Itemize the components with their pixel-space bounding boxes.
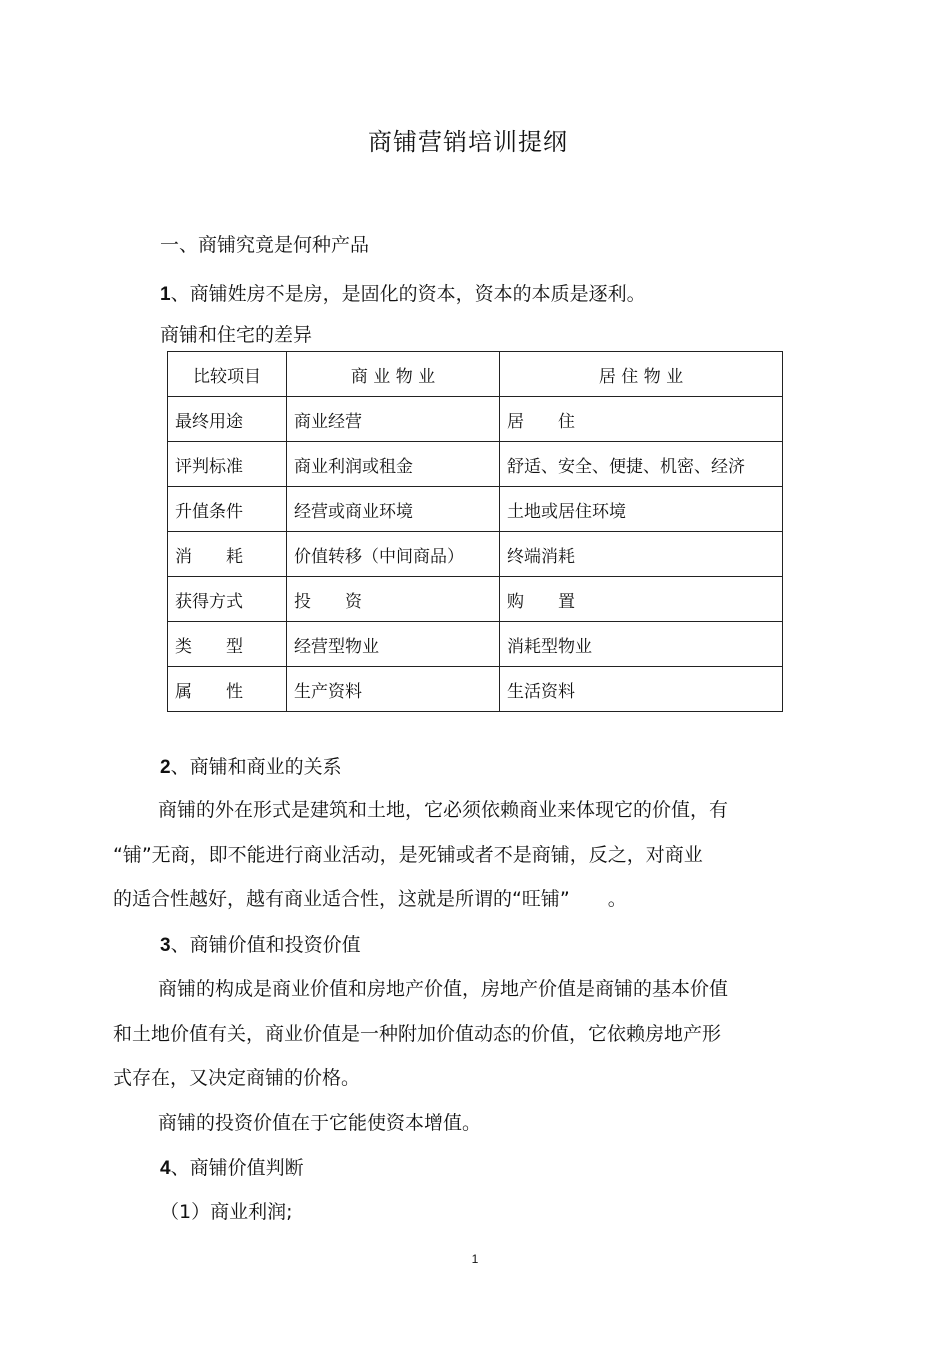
table-caption: 商铺和住宅的差异	[160, 324, 313, 346]
paragraph-line: “铺”无商，即不能进行商业活动，是死铺或者不是商铺，反之，对商业	[113, 844, 703, 866]
item-text: 、商铺价值和投资价值	[170, 934, 361, 956]
table-header-cell: 比较项目	[168, 352, 287, 397]
item-number: 2	[160, 757, 171, 778]
table-cell: 经营型物业	[287, 622, 500, 667]
table-row	[168, 667, 783, 712]
document-title: 商铺营销培训提纲	[368, 128, 568, 156]
table-cell: 获得方式	[168, 577, 287, 622]
paragraph-line: 商铺的外在形式是建筑和土地，它必须依赖商业来体现它的价值，有	[158, 799, 729, 821]
table-cell: 土地或居住环境	[500, 487, 783, 532]
item-heading-3	[160, 930, 361, 957]
table-row	[168, 532, 783, 577]
item-heading-4	[160, 1153, 304, 1180]
table-cell: 类 型	[168, 622, 287, 667]
table-row	[168, 442, 783, 487]
item-heading-2	[160, 752, 342, 779]
paragraph-line: 和土地价值有关，商业价值是一种附加价值动态的价值，它依赖房地产形	[113, 1023, 722, 1045]
table-cell: 商业经营	[287, 397, 500, 442]
table-row	[168, 397, 783, 442]
item-number: 1	[160, 284, 171, 305]
sub-item: （1）商业利润;	[160, 1201, 293, 1223]
table-cell: 属 性	[168, 667, 287, 712]
item-text: 、商铺价值判断	[170, 1157, 304, 1179]
table-cell: 升值条件	[168, 487, 287, 532]
paragraph-line: 商铺的构成是商业价值和房地产价值，房地产价值是商铺的基本价值	[158, 978, 729, 1000]
table-cell: 消 耗	[168, 532, 287, 577]
item-number: 3	[160, 935, 171, 956]
page-number: 1	[471, 1252, 479, 1266]
table-cell: 最终用途	[168, 397, 287, 442]
table-cell: 商业利润或租金	[287, 442, 500, 487]
table-cell: 购 置	[500, 577, 783, 622]
table-header-cell: 居 住 物 业	[500, 352, 783, 397]
table-cell: 经营或商业环境	[287, 487, 500, 532]
table-cell: 舒适、安全、便捷、机密、经济	[500, 442, 783, 487]
table-cell: 生活资料	[500, 667, 783, 712]
comparison-table	[167, 351, 783, 712]
paragraph-line: 式存在，又决定商铺的价格。	[113, 1067, 361, 1089]
item-heading-1	[160, 279, 646, 306]
table-cell: 评判标准	[168, 442, 287, 487]
table-row	[168, 577, 783, 622]
table-cell: 消耗型物业	[500, 622, 783, 667]
table-row	[168, 487, 783, 532]
table-cell: 居 住	[500, 397, 783, 442]
section-heading: 一、商铺究竟是何种产品	[160, 234, 370, 256]
table-header-cell: 商 业 物 业	[287, 352, 500, 397]
table-cell: 终端消耗	[500, 532, 783, 577]
table-header-row	[168, 352, 783, 397]
table-cell: 投 资	[287, 577, 500, 622]
paragraph-line: 的适合性越好，越有商业适合性，这就是所谓的“旺铺” 。	[113, 888, 627, 910]
paragraph-line: 商铺的投资价值在于它能使资本增值。	[158, 1112, 482, 1134]
table-cell: 价值转移（中间商品）	[287, 532, 500, 577]
table-cell: 生产资料	[287, 667, 500, 712]
item-text: 、商铺姓房不是房，是固化的资本，资本的本质是逐利。	[170, 283, 646, 305]
item-number: 4	[160, 1158, 171, 1179]
table-row	[168, 622, 783, 667]
item-text: 、商铺和商业的关系	[170, 756, 342, 778]
